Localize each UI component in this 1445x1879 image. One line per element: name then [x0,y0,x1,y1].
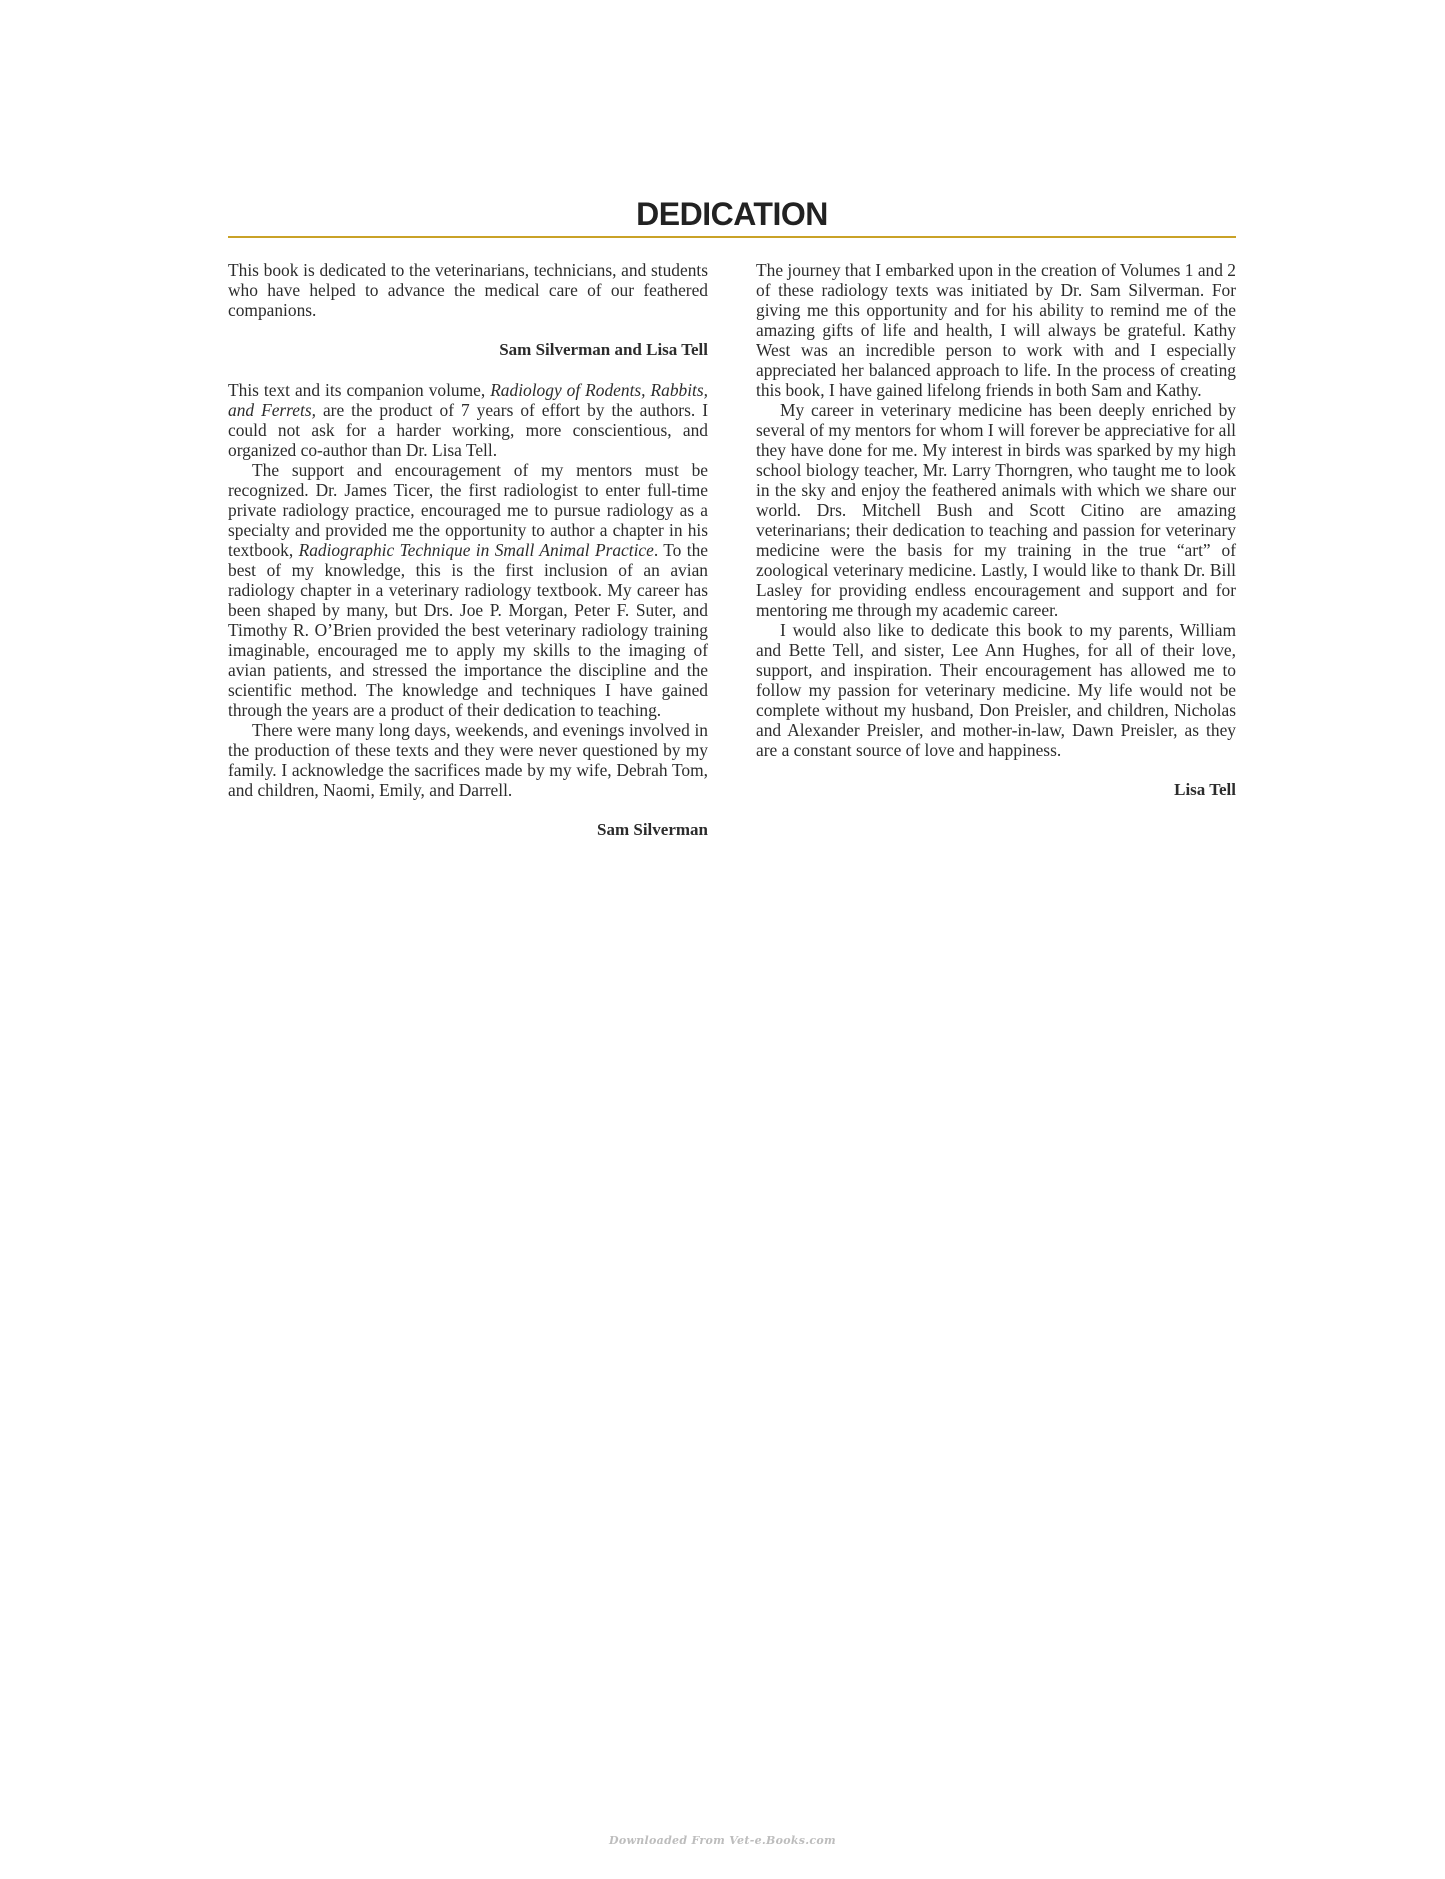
left-paragraph-3-book-title: Radiographic Technique in Small Animal Practice [298,540,654,560]
left-paragraph-4: There were many long days, weekends, and evenings involved in the production of these texts and they were never questioned by my family. I acknowledge the sacrifices made by my wife, Debrah Tom, and children, Naomi, Emily, and Darrell. [228,720,708,800]
left-paragraph-2-text-a: This text and its companion volume, [228,380,491,400]
right-column [756,260,1236,800]
left-column [228,260,708,840]
right-signature: Lisa Tell [1174,780,1236,799]
left-paragraph-3-text-a: The support and encouragement of my mentors must be recognized. Dr. James Ticer, the first radiologist to enter full-time private radiology practice, encouraged me to pursue radiology as a specialty and provided me the opportunity to author a chapter in his textbook, [228,460,708,560]
page-title: DEDICATION [636,196,828,232]
left-paragraph-3 [228,460,708,720]
right-paragraph-1: The journey that I embarked upon in the creation of Volumes 1 and 2 of these radiology texts was initiated by Dr. Sam Silverman. For giving me this opportunity and for his ability to remind me of the amazing gifts of life and health, I will always be grateful. Kathy West was an incredible person to work with and I especially appreciated her balanced approach to life. In the process of creating this book, I have gained lifelong friends in both Sam and Kathy. [756,260,1236,400]
left-signature-2: Sam Silverman [597,820,708,839]
right-paragraph-2: My career in veterinary medicine has been deeply enriched by several of my mentors for whom I will forever be appreciative for all they have done for me. My interest in birds was sparked by my high school biology teacher, Mr. Larry Thorngren, who taught me to look in the sky and enjoy the feathered animals with which we share our world. Drs. Mitchell Bush and Scott Citino are amazing veterinarians; their dedication to teaching and passion for veterinary medicine were the basis for my training in the true “art” of zoological veterinary medicine. Lastly, I would like to thank Dr. Bill Lasley for providing endless encouragement and support and for mentoring me through my academic career. [756,400,1236,620]
left-paragraph-2-book-title: Radiology of Rodents, Rabbits, and Ferrets, [228,380,708,420]
left-signature-1: Sam Silverman and Lisa Tell [499,340,708,359]
title-rule [228,236,1236,238]
left-paragraph-3-text-b: . To the best of my knowledge, this is the first inclusion of an avian radiology chapter in a veterinary radiology textbook. My career has been shaped by many, but Drs. Joe P. Morgan, Peter F. Suter, and Timothy R. O’Brien provided the best veterinary radiology training imaginable, encouraged me to apply my skills to the imaging of avian patients, and stressed the importance the discipline and the scientific method. The knowledge and techniques I have gained through the years are a product of their dedication to teaching. [228,540,708,720]
download-watermark: Downloaded From Vet-e.Books.com [608,1834,836,1847]
right-paragraph-3: I would also like to dedicate this book to my parents, William and Bette Tell, and sister, Lee Ann Hughes, for all of their love, support, and inspiration. Their encouragement has allowed me to follow my passion for veterinary medicine. My life would not be complete without my husband, Don Preisler, and children, Nicholas and Alexander Preisler, and mother-in-law, Dawn Preisler, as they are a constant source of love and happiness. [756,620,1236,760]
left-paragraph-2 [228,380,708,460]
left-paragraph-1: This book is dedicated to the veterinarians, technicians, and students who have helped to advance the medical care of our feathered companions. [228,260,708,320]
left-paragraph-2-text-b: are the product of 7 years of effort by the authors. I could not ask for a harder working, more conscientious, and organized co-author than Dr. Lisa Tell. [228,400,708,460]
